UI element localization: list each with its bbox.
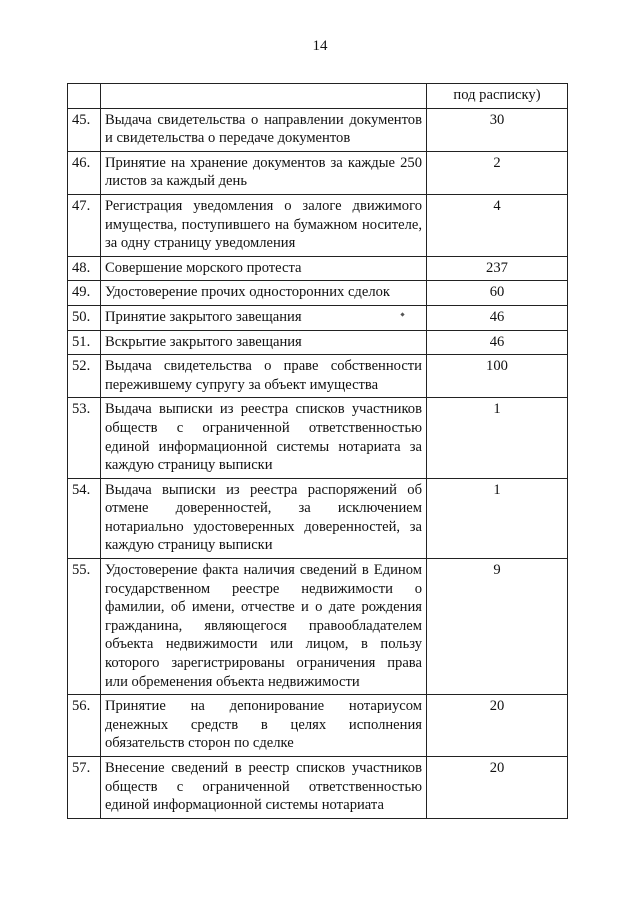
- row-fee: 60: [427, 281, 568, 306]
- row-description: Внесение сведений в реестр списков участников обществ с ограниченной ответственностью единой информационной системы нотариата: [101, 757, 427, 819]
- row-fee: 46: [427, 330, 568, 355]
- row-description: Удостоверение прочих односторонних сделок: [101, 281, 427, 306]
- row-number: 56.: [68, 695, 101, 757]
- table-row: [68, 256, 568, 281]
- row-number: 49.: [68, 281, 101, 306]
- table-row: [68, 559, 568, 695]
- row-fee: 30: [427, 108, 568, 151]
- header-desc-cell: [101, 84, 427, 109]
- table-row: [68, 330, 568, 355]
- row-description: Выдача свидетельства о праве собственности пережившему супругу за объект имущества: [101, 355, 427, 398]
- row-description: Выдача выписки из реестра распоряжений об отмене доверенностей, за исключением нотариально удостоверенных доверенностей, за каждую страницу выписки: [101, 478, 427, 558]
- row-fee: 4: [427, 194, 568, 256]
- row-description: Вскрытие закрытого завещания: [101, 330, 427, 355]
- row-number: 51.: [68, 330, 101, 355]
- row-fee: 100: [427, 355, 568, 398]
- row-fee: 237: [427, 256, 568, 281]
- row-description: Удостоверение факта наличия сведений в Едином государственном реестре недвижимости о фамилии, об имени, отчестве и о дате рождения гражданина, являющегося правообладателем объекта недвижимости или лицом, в пользу которого зарегистрированы ограничения права или обременения объекта недвижимости: [101, 559, 427, 695]
- row-number: 50.: [68, 305, 101, 330]
- header-fee-cell: под расписку): [427, 84, 568, 109]
- table-row: [68, 305, 568, 330]
- table-row: [68, 478, 568, 558]
- row-number: 54.: [68, 478, 101, 558]
- row-fee: 1: [427, 478, 568, 558]
- page-number: 14: [312, 38, 328, 54]
- row-description: Принятие на хранение документов за каждые 250 листов за каждый день: [101, 151, 427, 194]
- table-header-row: [68, 84, 568, 109]
- row-number: 48.: [68, 256, 101, 281]
- row-number: 47.: [68, 194, 101, 256]
- row-fee: 20: [427, 695, 568, 757]
- row-number: 57.: [68, 757, 101, 819]
- row-description: Принятие на депонирование нотариусом денежных средств в целях исполнения обязательств сторон по сделке: [101, 695, 427, 757]
- table-row: [68, 194, 568, 256]
- table-row: [68, 355, 568, 398]
- table-row: [68, 108, 568, 151]
- table-row: [68, 757, 568, 819]
- row-number: 45.: [68, 108, 101, 151]
- table-row: [68, 695, 568, 757]
- table-row: [68, 398, 568, 478]
- row-fee: 46: [427, 305, 568, 330]
- row-number: 52.: [68, 355, 101, 398]
- row-fee: 9: [427, 559, 568, 695]
- row-fee: 20: [427, 757, 568, 819]
- header-num-cell: [68, 84, 101, 109]
- fee-table: [67, 83, 568, 819]
- row-description: Выдача свидетельства о направлении документов и свидетельства о передаче документов: [101, 108, 427, 151]
- row-number: 55.: [68, 559, 101, 695]
- row-description: Принятие закрытого завещания: [101, 305, 427, 330]
- table-row: [68, 281, 568, 306]
- row-number: 53.: [68, 398, 101, 478]
- row-description: Выдача выписки из реестра списков участников обществ с ограниченной ответственностью единой информационной системы нотариата за каждую страницу выписки: [101, 398, 427, 478]
- table-row: [68, 151, 568, 194]
- row-fee: 2: [427, 151, 568, 194]
- row-description: Регистрация уведомления о залоге движимого имущества, поступившего на бумажном носителе, за одну страницу уведомления: [101, 194, 427, 256]
- row-number: 46.: [68, 151, 101, 194]
- row-fee: 1: [427, 398, 568, 478]
- row-description: Совершение морского протеста: [101, 256, 427, 281]
